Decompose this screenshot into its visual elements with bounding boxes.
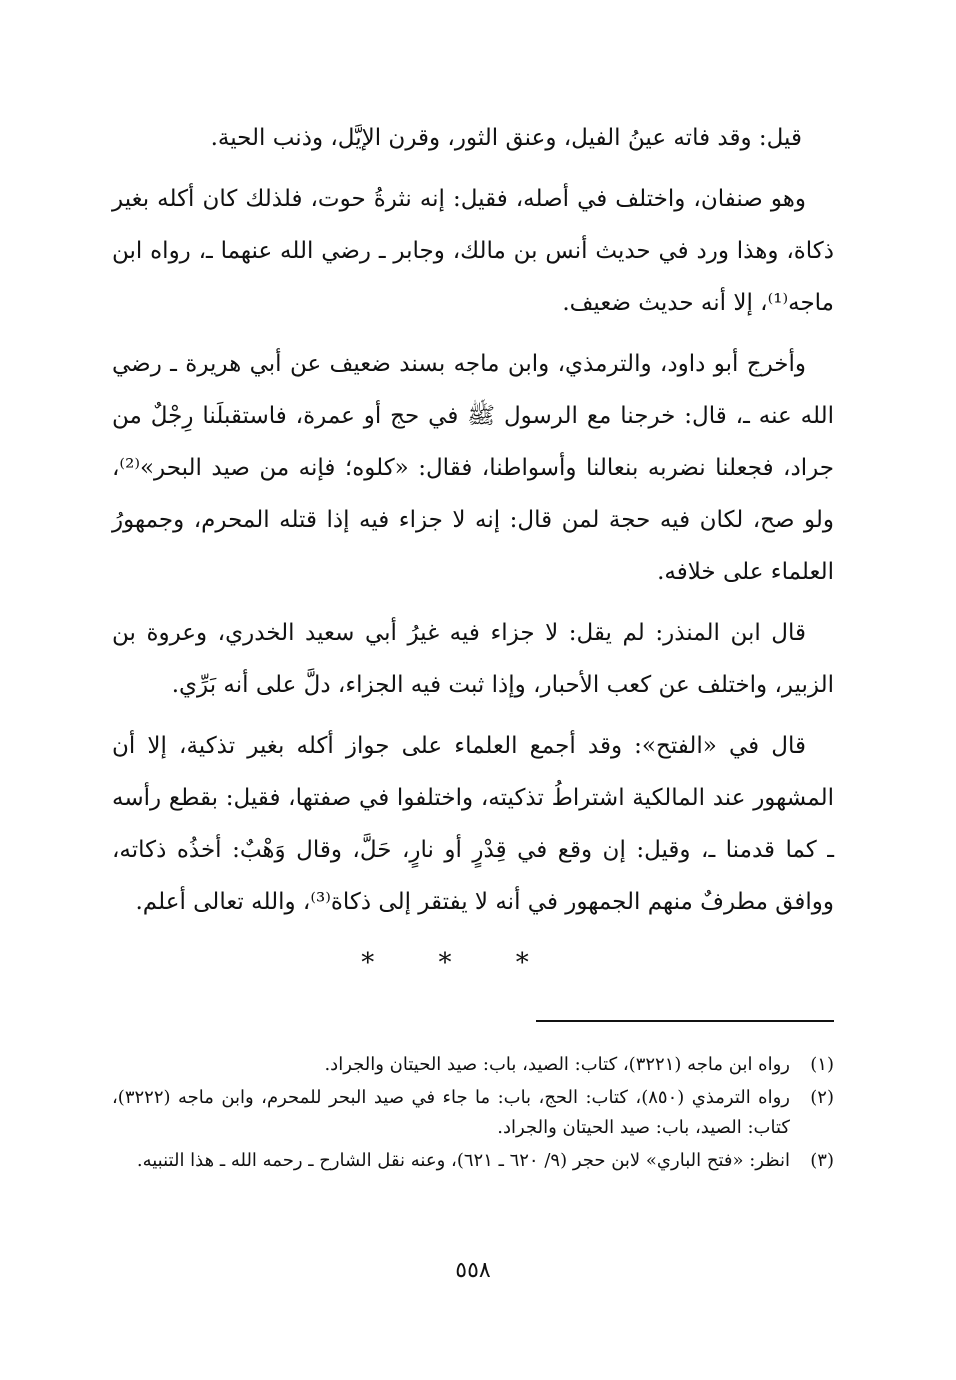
paragraph-2: وهو صنفان، واختلف في أصله، فقيل: إنه نثرةُ حوت، فلذلك كان أكله بغير ذكاة، وهذا ورد في حديث أنس بن مالك، وجابر ـ رضي الله عنهما ـ، رواه ابن ماجه⁽¹⁾، إلا أنه حديث ضعيف. bbox=[112, 186, 834, 316]
footnote-number: (٢) bbox=[810, 1087, 834, 1108]
footnote-text: رواه الترمذي (٨٥٠)، كتاب: الحج، باب: ما جاء في صيد البحر للمحرم، وابن ماجه (٣٢٢٢)، كتاب: الصيد، باب: صيد الحيتان والجراد. bbox=[112, 1087, 791, 1138]
footnote-divider bbox=[536, 1020, 834, 1022]
paragraph-4: قال ابن المنذر: لم يقل: لا جزاء فيه غيرُ أبي سعيد الخدري، وعروة بن الزبير، واختلف عن كعب الأحبار، وإذا ثبت فيه الجزاء، دلَّ على أنه بَرِّي. bbox=[112, 620, 834, 698]
section-separator: * * * bbox=[361, 948, 557, 978]
page-number: ٥٥٨ bbox=[455, 1258, 491, 1283]
paragraph-5: قال في «الفتح»: وقد أجمع العلماء على جواز أكله بغير تذكية، إلا أن المشهور عند المالكية اشتراطُ تذكيته، واختلفوا في صفتها، فقيل: بقطع رأسه ـ كما قدمنا ـ، وقيل: إن وقع في قِدْرٍ أو نارٍ، حَلَّ، وقال وَهْبٌ: أخذُه ذكاته، ووافق مطرفٌ منهم الجمهور في أنه لا يفتقر إلى ذكاة⁽³⁾، والله تعالى أعلم. bbox=[112, 733, 834, 915]
footnote-text: انظر: «فتح الباري» لابن حجر (٩/ ٦٢٠ ـ ٦٢١)، وعنه نقل الشارح ـ رحمه الله ـ هذا التنبيه. bbox=[136, 1150, 790, 1171]
footnote-text: رواه ابن ماجه (٣٢٢١)، كتاب: الصيد، باب: صيد الحيتان والجراد. bbox=[324, 1054, 790, 1075]
paragraph-3: وأخرج أبو داود، والترمذي، وابن ماجه بسند ضعيف عن أبي هريرة ـ رضي الله عنه ـ، قال: خرجنا مع الرسول ﷺ في حج أو عمرة، فاستقبلَنا رِجْلٌ من جراد، فجعلنا نضربه بنعالنا وأسواطنا، فقال: «كلوه؛ فإنه من صيد البحر»⁽²⁾، ولو صح، لكان فيه حجة لمن قال: إنه لا جزاء فيه إذا قتله المحرم، وجمهورُ العلماء على خلافه. bbox=[112, 351, 834, 585]
main-text bbox=[112, 112, 834, 989]
footnote-number: (١) bbox=[810, 1054, 834, 1075]
footnote-3 bbox=[112, 1146, 834, 1176]
footnote-number: (٣) bbox=[810, 1150, 834, 1171]
book-page bbox=[112, 112, 834, 1283]
footnote-1 bbox=[112, 1050, 834, 1080]
footnotes bbox=[112, 1050, 834, 1179]
footnote-2 bbox=[112, 1083, 834, 1143]
paragraph-1: قيل: وقد فاته عينُ الفيل، وعنق الثور، وقرن الإيَّل، وذنب الحية. bbox=[210, 125, 802, 151]
